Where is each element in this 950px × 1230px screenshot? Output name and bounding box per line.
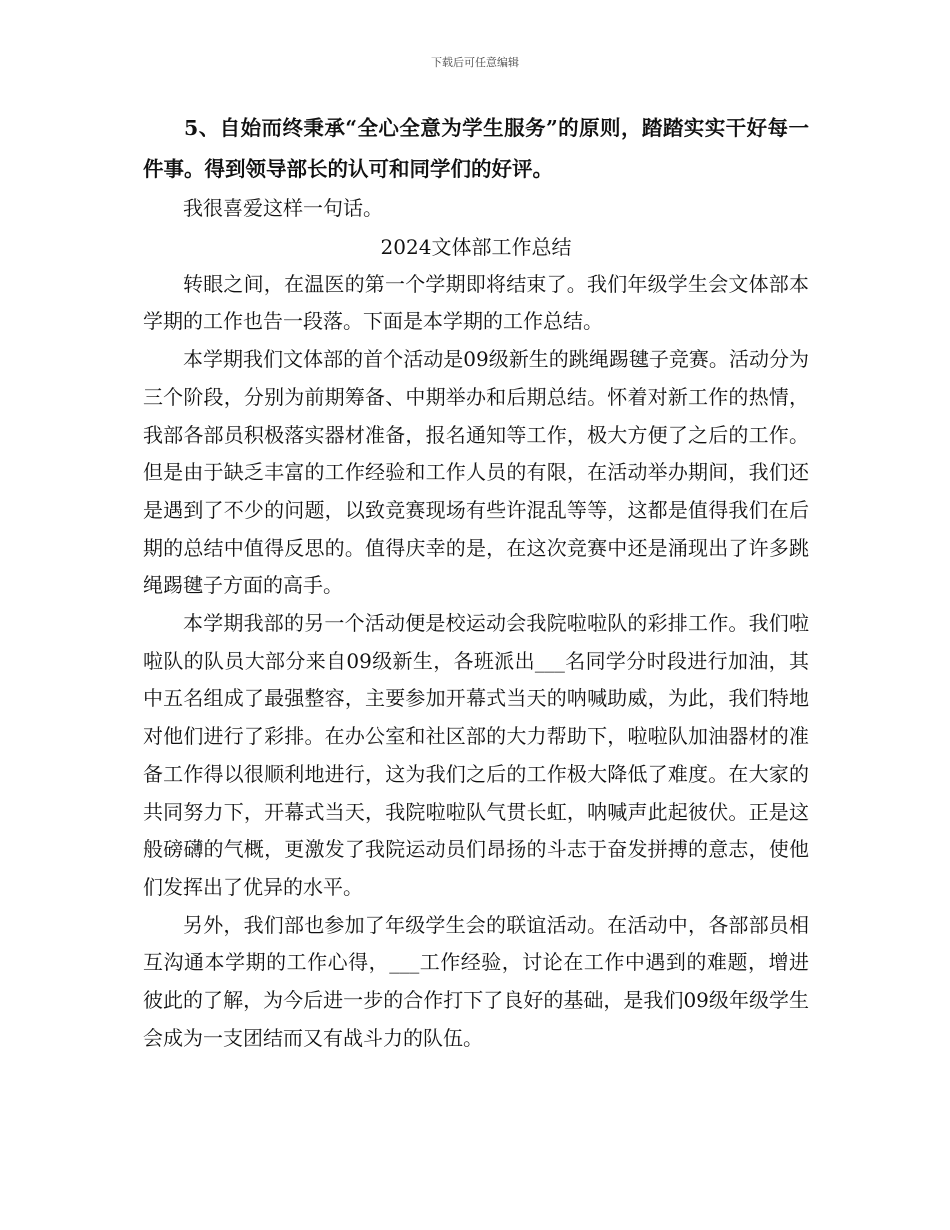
page-header: 下载后可任意编辑 [431, 56, 519, 69]
principle-paragraph: 5、自始而终秉承“全心全意为学生服务”的原则，踏踏实实干好每一件事。得到领导部长的认可和同学们的好评。 [143, 116, 809, 181]
social-activity-paragraph: 另外，我们部也参加了年级学生会的联谊活动。在活动中，各部部员相互沟通本学期的工作心得，___工作经验，讨论在工作中遇到的难题，增进彼此的了解，为今后进一步的合作打下了良好的基础，是我们09级年级学生会成为一支团结而又有战斗力的队伍。 [143, 912, 809, 1050]
document-body [143, 108, 809, 1057]
rope-skipping-paragraph: 本学期我们文体部的首个活动是09级新生的跳绳踢毽子竞赛。活动分为三个阶段，分别为前期筹备、中期举办和后期总结。怀着对新工作的热情，我部各部员积极落实器材准备，报名通知等工作，极大方便了之后的工作。但是由于缺乏丰富的工作经验和工作人员的有限，在活动举办期间，我们还是遇到了不少的问题，以致竞赛现场有些许混乱等等，这都是值得我们在后期的总结中值得反思的。值得庆幸的是，在这次竞赛中还是涌现出了许多跳绳踢毽子方面的高手。 [143, 347, 809, 598]
intro-paragraph: 转眼之间，在温医的第一个学期即将结束了。我们年级学生会文体部本学期的工作也告一段落。下面是本学期的工作总结。 [143, 271, 809, 334]
cheerleading-paragraph: 本学期我部的另一个活动便是校运动会我院啦啦队的彩排工作。我们啦啦队的队员大部分来自09级新生，各班派出___名同学分时段进行加油，其中五名组成了最强整容，主要参加开幕式当天的呐喊助威，为此，我们特地对他们进行了彩排。在办公室和社区部的大力帮助下，啦啦队加油器材的准备工作得以很顺利地进行，这为我们之后的工作极大降低了难度。在大家的共同努力下，开幕式当天，我院啦啦队气贯长虹，呐喊声此起彼伏。正是这般磅礴的气概，更激发了我院运动员们昂扬的斗志于奋发拼搏的意志，使他们发挥出了优异的水平。 [143, 611, 809, 899]
quote-intro-paragraph: 我很喜爱这样一句话。 [183, 196, 383, 220]
section-title: 2024文体部工作总结 [380, 234, 572, 259]
